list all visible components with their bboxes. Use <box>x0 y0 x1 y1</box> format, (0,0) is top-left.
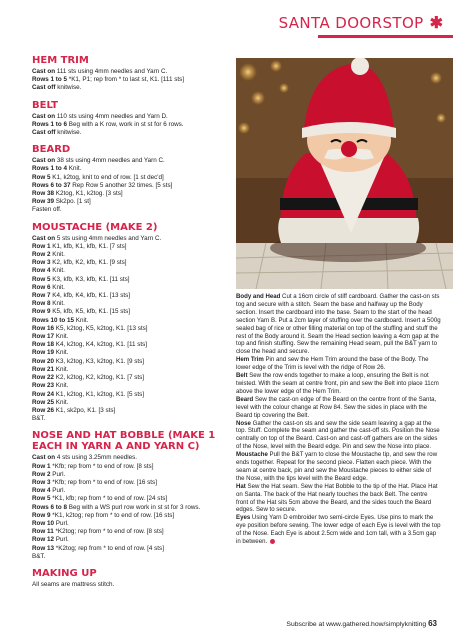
instruction-text: *Kfb; rep from * to end of row. [16 sts] <box>50 478 157 486</box>
instruction-text: B&T. <box>32 415 46 423</box>
instruction-label: Row 1 <box>32 242 51 250</box>
instruction-text: Knit. <box>50 300 65 308</box>
instruction-label: Hat <box>236 482 246 490</box>
instruction-line <box>32 545 230 553</box>
instruction-line <box>236 293 441 356</box>
instruction-line <box>32 198 230 206</box>
instruction-line <box>32 407 230 415</box>
instruction-label: Row 9 <box>32 511 51 519</box>
instruction-line <box>32 366 230 374</box>
instruction-label: Moustache <box>236 451 268 459</box>
star-icon: ✱ <box>429 15 443 32</box>
instruction-line <box>32 528 230 536</box>
instruction-label: Row 4 <box>32 267 51 275</box>
making-up-instructions <box>236 293 441 546</box>
instruction-line <box>32 276 230 284</box>
instruction-text: Knit. <box>74 316 89 324</box>
section-heading: MAKING UP <box>32 567 97 579</box>
instruction-label: Body and Head <box>236 293 281 300</box>
instruction-text: *K1, kfb; rep from * to end of row. [24 sts] <box>50 495 168 503</box>
santa-illustration <box>236 58 453 289</box>
instruction-line <box>32 129 230 137</box>
instruction-label: Nose <box>236 419 251 427</box>
instruction-text: 111 sts using 4mm needles and Yarn C. <box>55 68 168 75</box>
instruction-label: Rows 1 to 5 <box>32 76 67 84</box>
instruction-line <box>32 341 230 349</box>
instruction-line <box>32 300 230 308</box>
instruction-text: Knit. <box>54 382 69 390</box>
instruction-text: *Kfb; rep from * to end of row. [8 sts] <box>50 462 154 470</box>
instruction-text: Knit. <box>54 365 69 373</box>
instruction-label: Row 38 <box>32 190 55 198</box>
section-title: SANTA DOORSTOP <box>278 14 424 32</box>
instruction-label: Hem Trim <box>236 356 264 364</box>
instruction-text: B&T. <box>32 552 46 560</box>
instruction-line <box>32 113 230 121</box>
instruction-text: *K2tog; rep from * to end of row. [8 sts] <box>53 528 164 536</box>
instruction-text: K2tog, K1, k2tog. [3 sts] <box>54 190 123 198</box>
instruction-label: Cast on <box>32 234 56 242</box>
instruction-line <box>32 333 230 341</box>
instruction-text: Purl. <box>54 519 69 527</box>
instruction-text: Knit. <box>54 398 69 406</box>
instruction-line <box>32 454 230 462</box>
instruction-line <box>32 495 230 503</box>
instruction-line <box>32 206 230 214</box>
instruction-label: Cast on <box>32 68 56 75</box>
instruction-line <box>236 514 441 546</box>
instruction-text: K1, k2tog, K1, k2tog, K1. [5 sts] <box>54 390 145 398</box>
header-rule <box>318 35 453 38</box>
instruction-text: Knit. <box>50 267 65 275</box>
instruction-label: Row 25 <box>32 398 55 406</box>
instruction-label: Row 6 <box>32 283 51 291</box>
instruction-line <box>236 372 441 396</box>
instruction-label: Row 20 <box>32 357 55 365</box>
instruction-text: K3, kfb, K3, kfb, K1. [11 sts] <box>50 275 130 283</box>
instruction-text: Sew the Hat seam. Sew the Hat Bobble to the tip of the Hat. Place Hat on Santa. The back of the Hat nearly touches the back Belt. The centre front of the Hat sits 5cm above the Beard, and the sides touch the Beard edges. Sew to secure. <box>236 482 438 514</box>
instruction-label: Rows 6 to 8 <box>32 503 67 511</box>
instruction-label: Eyes <box>236 514 251 522</box>
instruction-text: 4 sts using 3.25mm needles. <box>55 454 137 462</box>
instruction-text: *K1, P1; rep from * to last st, K1. [111 sts] <box>67 76 185 84</box>
pattern-instructions <box>32 55 230 589</box>
instruction-text: Sew the cast-on edge of the Beard on the centre front of the Santa, level with the colour change at Row 84. Sew the sides in place with the Beard tip covering the Belt. <box>236 395 437 419</box>
instruction-label: Row 4 <box>32 487 51 495</box>
page-footer <box>286 619 437 628</box>
instruction-label: Row 3 <box>32 478 51 486</box>
instruction-line <box>32 174 230 182</box>
instruction-text: K5, kfb, K5, kfb, K1. [15 sts] <box>50 308 130 316</box>
instruction-text: K2, kfb, K2, kfb, K1. [9 sts] <box>50 259 127 267</box>
instruction-text: 110 sts using 4mm needles and Yarn D. <box>55 112 168 120</box>
instruction-text: Gather the cast-on sts and sew the side seam leaving a gap at the top. Stuff. Complete the seam and gather the cast-off sts. Position the Nose centrally on top of the Beard. Cast-on and cast-off gathers are on the sides of the Nose, level with the Beard edge. Pin and sew the Nose into place. <box>236 419 440 451</box>
instruction-line <box>32 415 230 423</box>
instruction-text: *K2tog; rep from * to end of row. [4 sts] <box>54 544 164 552</box>
instruction-line <box>32 68 230 76</box>
instruction-text: Sew the row ends together to make a loop, ensuring the Belt is not twisted. With the seam at centre front, pin and sew the Belt into place 11cm above the lower edge of the Hem Trim. <box>236 372 439 395</box>
instruction-line <box>32 471 230 479</box>
instruction-label: Row 12 <box>32 536 55 544</box>
instruction-line <box>236 483 441 515</box>
instruction-text: K2, k2tog, K2, k2tog, K1. [7 sts] <box>54 374 145 382</box>
instruction-line <box>32 512 230 520</box>
instruction-line <box>32 504 230 512</box>
instruction-label: Rows 1 to 6 <box>32 120 67 128</box>
instruction-line <box>32 308 230 316</box>
instruction-line <box>32 391 230 399</box>
instruction-text: All seams are mattress stitch. <box>32 580 115 588</box>
santa-doorstop-photo <box>236 58 453 289</box>
instruction-line <box>32 121 230 129</box>
instruction-label: Row 21 <box>32 365 55 373</box>
instruction-line <box>32 190 230 198</box>
instruction-label: Cast on <box>32 112 56 120</box>
instruction-line <box>32 251 230 259</box>
instruction-label: Row 1 <box>32 462 51 470</box>
instruction-label: Row 23 <box>32 382 55 390</box>
instruction-text: K3, k2tog, K3, k2tog, K1. [9 sts] <box>54 357 145 365</box>
instruction-text: Purl. <box>50 470 66 478</box>
instruction-line <box>32 235 230 243</box>
instruction-text: K1, sk2po, K1. [3 sts] <box>54 406 116 414</box>
instruction-label: Row 9 <box>32 308 51 316</box>
instruction-text: Rep Row 5 another 32 times. [5 sts] <box>70 181 173 189</box>
instruction-line <box>32 463 230 471</box>
instruction-line <box>32 76 230 84</box>
instruction-text: Fasten off. <box>32 206 62 214</box>
section-heading: NOSE AND HAT BOBBLE (MAKE 1 EACH IN YARN A AND YARN C) <box>32 430 216 453</box>
instruction-line <box>32 182 230 190</box>
instruction-label: Cast on <box>32 157 56 165</box>
instruction-text: *K1, k2tog; rep from * to end of row. [16 sts] <box>50 511 175 519</box>
instruction-label: Rows 1 to 4 <box>32 165 67 173</box>
section-heading: BELT <box>32 99 58 111</box>
instruction-line <box>32 259 230 267</box>
instruction-label: Row 24 <box>32 390 55 398</box>
instruction-line <box>32 479 230 487</box>
instruction-text: K4, kfb, K4, kfb, K1. [13 sts] <box>50 292 130 300</box>
instruction-label: Row 10 <box>32 519 55 527</box>
instruction-line <box>32 374 230 382</box>
instruction-text: Using Yarn D embroider two semi-circle Eyes. Use pins to mark the eye position before sewing. The lower edge of each Eye is level with the top of the Nose. Each Eye is about 2.5cm wide and 1cm tall, with a 3.5cm gap in between. <box>236 514 441 546</box>
instruction-label: Cast on <box>32 454 56 462</box>
instruction-label: Row 22 <box>32 374 55 382</box>
instruction-text: Knit. <box>50 283 65 291</box>
instruction-label: Row 8 <box>32 300 51 308</box>
instruction-label: Row 5 <box>32 275 51 283</box>
instruction-text: Knit. <box>67 165 82 173</box>
instruction-text: 38 sts using 4mm needles and Yarn C. <box>55 157 165 165</box>
instruction-label: Cast off <box>32 84 56 92</box>
instruction-line <box>32 358 230 366</box>
instruction-text: Knit. <box>54 349 69 357</box>
instruction-label: Row 16 <box>32 324 55 332</box>
instruction-text: Sk2po. [1 st] <box>54 198 91 206</box>
instruction-line <box>32 243 230 251</box>
instruction-label: Rows 10 to 15 <box>32 316 74 324</box>
instruction-line <box>32 157 230 165</box>
instruction-label: Row 2 <box>32 470 51 478</box>
instruction-text: Beg with a WS purl row work in st st for 3 rows. <box>67 503 201 511</box>
instruction-line <box>32 553 230 561</box>
instruction-line <box>32 317 230 325</box>
instruction-line <box>32 399 230 407</box>
instruction-label: Beard <box>236 395 254 403</box>
instruction-line <box>236 451 441 483</box>
instruction-line <box>236 356 441 372</box>
instruction-text: Pin and sew the Hem Trim around the base of the Body. The lower edge of the Trim is level with the ridge of Row 26. <box>236 356 429 372</box>
instruction-label: Row 26 <box>32 406 55 414</box>
subscribe-text: Subscribe at www.gathered.how/simplyknitting <box>286 621 427 628</box>
instruction-text: Knit. <box>54 333 69 341</box>
section-heading: BEARD <box>32 144 71 156</box>
section-heading: MOUSTACHE (MAKE 2) <box>32 221 158 233</box>
instruction-label: Row 17 <box>32 333 55 341</box>
instruction-text: 5 sts using 4mm needles and Yarn C. <box>55 234 162 242</box>
instruction-text: knitwise. <box>55 129 82 137</box>
instruction-label: Belt <box>236 372 248 380</box>
instruction-label: Cast off <box>32 129 56 137</box>
instruction-text: Purl. <box>50 487 66 495</box>
instruction-text: Pull the B&T yarn to close the Moustache tip, and sew the row ends together. Repeat for the second piece. Flatten each piece. With the seam at centre back, pin and sew the Moustache pieces to either side of the Nose, with the tips level with the Beard edge. <box>236 451 438 482</box>
instruction-line <box>32 325 230 333</box>
instruction-label: Rows 6 to 37 <box>32 181 71 189</box>
instruction-text: Cut a 16cm circle of stiff cardboard. Gather the cast-on sts tog and secure with a stitch. Seam the base and halfway up the Body section. Insert the cardboard into the base. Seam to the start of the head section Yarn B. Put a 2cm layer of stuffing over the cardboard. Insert a 500g sealed bag of rice or other filling material on top of the stuffing and stuff the rest of the Body around it. Seam the Head section leaving a 4cm gap at the top and finish stuffing. Sew the remaining Head seam, pull the B&T yarn to close the head and secure. <box>236 293 441 356</box>
page-number: 63 <box>428 619 437 628</box>
instruction-text: K4, k2tog, K4, k2tog, K1. [11 sts] <box>54 341 148 349</box>
instruction-line <box>32 267 230 275</box>
instruction-text: K5, k2tog, K5, k2tog, K1. [13 sts] <box>54 324 148 332</box>
instruction-label: Row 7 <box>32 292 51 300</box>
instruction-line <box>32 382 230 390</box>
instruction-line <box>32 284 230 292</box>
instruction-label: Row 11 <box>32 528 54 536</box>
instruction-line <box>32 84 230 92</box>
instruction-text: Purl. <box>54 536 69 544</box>
instruction-line <box>32 487 230 495</box>
instruction-label: Row 3 <box>32 259 51 267</box>
instruction-label: Row 39 <box>32 198 55 206</box>
instruction-label: Row 5 <box>32 173 51 181</box>
instruction-text: K1, kfb, K1, kfb, K1. [7 sts] <box>50 242 127 250</box>
instruction-line <box>236 396 441 420</box>
end-mark-icon <box>270 539 275 544</box>
instruction-line <box>32 520 230 528</box>
instruction-line <box>32 536 230 544</box>
instruction-label: Row 2 <box>32 251 51 259</box>
instruction-label: Row 5 <box>32 495 51 503</box>
instruction-line <box>236 420 441 452</box>
instruction-line <box>32 349 230 357</box>
instruction-label: Row 18 <box>32 341 55 349</box>
instruction-line <box>32 292 230 300</box>
section-heading: HEM TRIM <box>32 55 89 66</box>
instruction-line <box>32 165 230 173</box>
instruction-text: knitwise. <box>55 84 82 92</box>
instruction-text: Beg with a K row, work in st st for 6 rows. <box>67 120 184 128</box>
instruction-label: Row 13 <box>32 544 55 552</box>
instruction-label: Row 19 <box>32 349 55 357</box>
instruction-text: Knit. <box>50 251 65 259</box>
instruction-text: K1, k2tog, knit to end of row. [1 st dec'd] <box>50 173 164 181</box>
instruction-line <box>32 581 230 589</box>
